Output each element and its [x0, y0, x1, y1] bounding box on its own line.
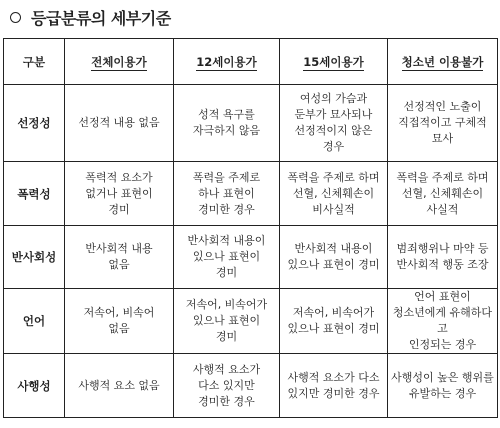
table-cell: [65, 354, 174, 418]
table-row: [4, 85, 498, 162]
cell-text: 사행성이 높은 행위를 유발하는 경우: [391, 370, 494, 400]
header-label: 15세이용가: [303, 54, 364, 69]
section-heading: [8, 4, 171, 30]
cell-text: 저속어, 비속어가 있으나 표현이 경미: [185, 298, 268, 343]
cell-text: 사행적 요소가 다소 있지만 경미한 경우: [192, 362, 261, 408]
rating-criteria-table: [3, 38, 498, 418]
table-cell: [174, 85, 280, 162]
table-cell: [388, 289, 498, 354]
cell-text: 성적 욕구를 자극하지 않음: [192, 108, 261, 137]
row-label-cell: [4, 289, 65, 354]
header-label: 청소년 이용불가: [401, 54, 484, 69]
table-cell: [65, 85, 174, 162]
row-label: 선정성: [17, 116, 51, 130]
table-cell: [280, 162, 388, 226]
table-cell: [280, 354, 388, 418]
cell-text: 저속어, 비속어 없음: [83, 306, 155, 335]
cell-text: 반사회적 내용이 있으나 표현이 경미: [287, 242, 380, 271]
table-row: [4, 289, 498, 354]
header-cell-15-plus: [280, 39, 388, 85]
row-label: 사행성: [17, 378, 51, 393]
row-label: 반사회성: [11, 250, 57, 264]
table-row: [4, 226, 498, 289]
header-label: 구분: [22, 54, 46, 69]
table-cell: [65, 162, 174, 226]
table-cell: [65, 226, 174, 289]
cell-text: 반사회적 내용 없음: [85, 242, 153, 271]
table-cell: [174, 354, 280, 418]
cell-text: 폭력적 요소가 없거나 표현이 경미: [85, 170, 153, 216]
table-row: [4, 354, 498, 418]
row-label-cell: [4, 162, 65, 226]
row-label-cell: [4, 85, 65, 162]
cell-text: 사행적 요소 없음: [78, 378, 160, 392]
table-cell: [174, 226, 280, 289]
cell-text: 폭력을 주제로 하나 표현이 경미한 경우: [192, 170, 261, 216]
cell-text: 반사회적 내용이 있으나 표현이 경미: [187, 234, 266, 279]
cell-text: 선정적인 노출이 직접적이고 구체적 묘사: [398, 100, 487, 145]
header-cell-adults-only: [388, 39, 498, 85]
cell-text: 폭력을 주제로 하며 선혈, 신체훼손이 사실적: [396, 170, 489, 216]
table-row: [4, 162, 498, 226]
table-cell: [174, 162, 280, 226]
table-cell: [280, 289, 388, 354]
row-label: 언어: [22, 314, 46, 328]
header-label: 전체이용가: [91, 54, 147, 69]
header-cell-12-plus: [174, 39, 280, 85]
cell-text: 저속어, 비속어가 있으나 표현이 경미: [287, 306, 380, 335]
cell-text: 언어 표현이 청소년에게 유해하다고 인정되는 경우: [392, 290, 493, 351]
table-cell: [388, 85, 498, 162]
table-header-row: [4, 39, 498, 85]
header-label: 12세이용가: [196, 54, 257, 69]
table-cell: [280, 85, 388, 162]
cell-text: 선정적 내용 없음: [78, 116, 160, 129]
table-cell: [388, 162, 498, 226]
table-cell: [388, 226, 498, 289]
header-cell-all-ages: [65, 39, 174, 85]
row-label-cell: [4, 226, 65, 289]
cell-text: 범죄행위나 마약 등 반사회적 행동 조장: [396, 242, 489, 271]
heading-text: 등급분류의 세부기준: [31, 8, 171, 28]
table-cell: [174, 289, 280, 354]
row-label-cell: [4, 354, 65, 418]
table-cell: [280, 226, 388, 289]
cell-text: 여성의 가슴과 둔부가 묘사되나 선정적이지 않은 경우: [294, 92, 373, 153]
table-cell: [65, 289, 174, 354]
cell-text: 사행적 요소가 다소 있지만 경미한 경우: [287, 370, 380, 400]
header-cell-category: [4, 39, 65, 85]
row-label: 폭력성: [17, 186, 51, 201]
cell-text: 폭력을 주제로 하며 선혈, 신체훼손이 비사실적: [287, 170, 380, 216]
table-cell: [388, 354, 498, 418]
circle-bullet-icon: [10, 12, 21, 23]
